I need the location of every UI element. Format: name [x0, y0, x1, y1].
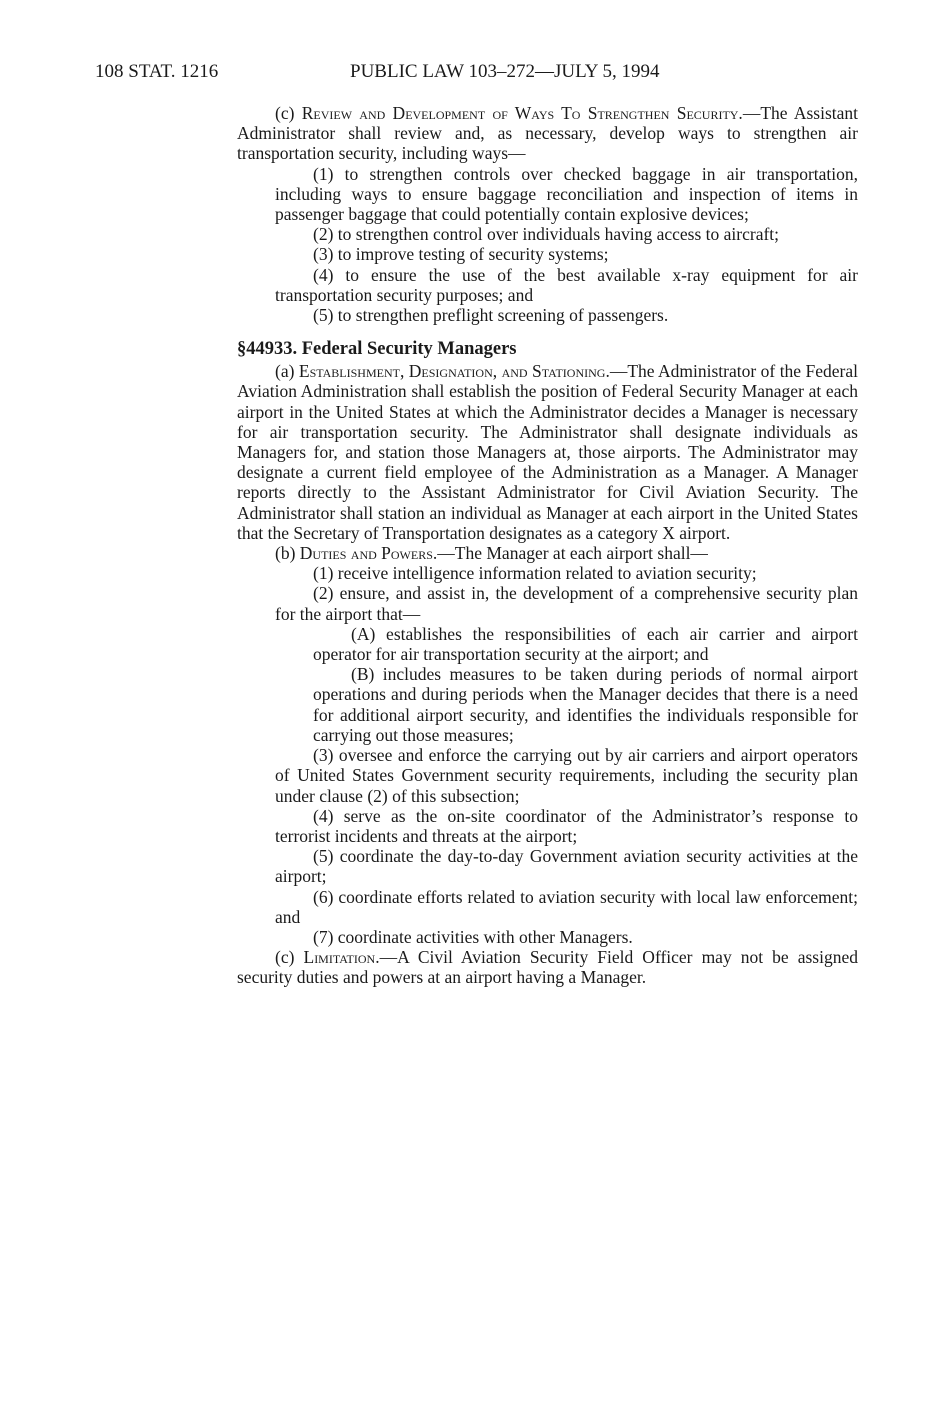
- section-title: Federal Security Managers: [301, 339, 517, 360]
- public-law-reference: PUBLIC LAW 103–272—JULY 5, 1994: [350, 61, 660, 82]
- subsection-text: —The Administrator of the Federal Aviation Administration shall establish the position of Federal Security Manager at each airport in the United States at which the Administrator decides a Manager is necessary for air transportation security. The Administrator shall designate individuals as Managers for, and station those Managers at, those airports. The Administrator may designate a current field employee of the Administration as a Manager. A Manager reports directly to the Assistant Administrator for Civil Aviation Security. The Administrator shall station an individual as Manager at each airport in the United States that the Secretary of Transportation designates as a category X airport.: [237, 361, 858, 543]
- list-item: (2) ensure, and assist in, the development of a comprehensive security plan for the airport that—: [275, 583, 858, 624]
- list-item: (5) coordinate the day-to-day Government aviation security activities at the airport;: [275, 846, 858, 887]
- list-item: (1) receive intelligence information related to aviation security;: [313, 563, 757, 584]
- subsection-heading: Establishment, Designation, and Stationing.: [298, 361, 610, 382]
- document-body: [237, 103, 858, 988]
- section-heading: [237, 337, 858, 361]
- subsection-text: —A Civil Aviation Security Field Officer may not be assigned security duties and powers at an airport having a Manager.: [237, 947, 859, 988]
- list-subitem: (A) establishes the responsibilities of each air carrier and airport operator for air transportation security at the airport; and: [313, 623, 858, 665]
- subsection-c-review: [237, 103, 858, 164]
- running-head: [95, 60, 855, 84]
- subsection-b: [237, 543, 858, 563]
- list-item: (4) to ensure the use of the best available x-ray equipment for air transportation security purposes; and: [275, 264, 858, 305]
- subsection-heading: Duties and Powers.: [299, 543, 438, 564]
- subsection-text: —The Assistant Administrator shall review and, as necessary, develop ways to strengthen air transportation security, including ways—: [237, 103, 858, 164]
- subsection-label: (b): [275, 543, 296, 564]
- subsection-c-limitation: [237, 947, 858, 987]
- subsection-label: (c): [275, 947, 295, 968]
- list-item: (2) to strengthen control over individuals having access to aircraft;: [313, 224, 780, 245]
- section-number: 44933.: [246, 339, 298, 360]
- stat-reference: 108 STAT. 1216: [95, 61, 219, 82]
- list-item: (4) serve as the on-site coordinator of the Administrator’s response to terrorist incidents and threats at the airport;: [275, 805, 858, 846]
- subsection-a: [237, 361, 858, 543]
- list-item: (1) to strengthen controls over checked baggage in air transportation, including ways to ensure baggage reconciliation and inspection of items in passenger baggage that could potentially contain explosive devices;: [275, 163, 858, 225]
- subsection-heading: Review and Development of Ways To Strengthen Security.: [301, 103, 743, 123]
- list-item: (6) coordinate efforts related to aviation security with local law enforcement; and: [275, 886, 858, 927]
- section-symbol: §: [237, 339, 247, 360]
- list-subitem: (B) includes measures to be taken during periods of normal airport operations and during periods when the Manager decides that there is a need for additional airport security, and identifies the individuals responsible for carrying out those measures;: [313, 664, 858, 745]
- subsection-label: (c): [275, 103, 295, 123]
- subsection-heading: Limitation.: [303, 947, 380, 968]
- list-item: (3) to improve testing of security systems;: [313, 244, 609, 265]
- list-item: (5) to strengthen preflight screening of passengers.: [313, 305, 669, 326]
- subsection-text: —The Manager at each airport shall—: [437, 543, 708, 564]
- list-item: (3) oversee and enforce the carrying out by air carriers and airport operators of United States Government security requirements, including the security plan under clause (2) of this subsection;: [275, 745, 858, 806]
- subsection-label: (a): [275, 361, 295, 382]
- list-item: (7) coordinate activities with other Managers.: [313, 926, 633, 947]
